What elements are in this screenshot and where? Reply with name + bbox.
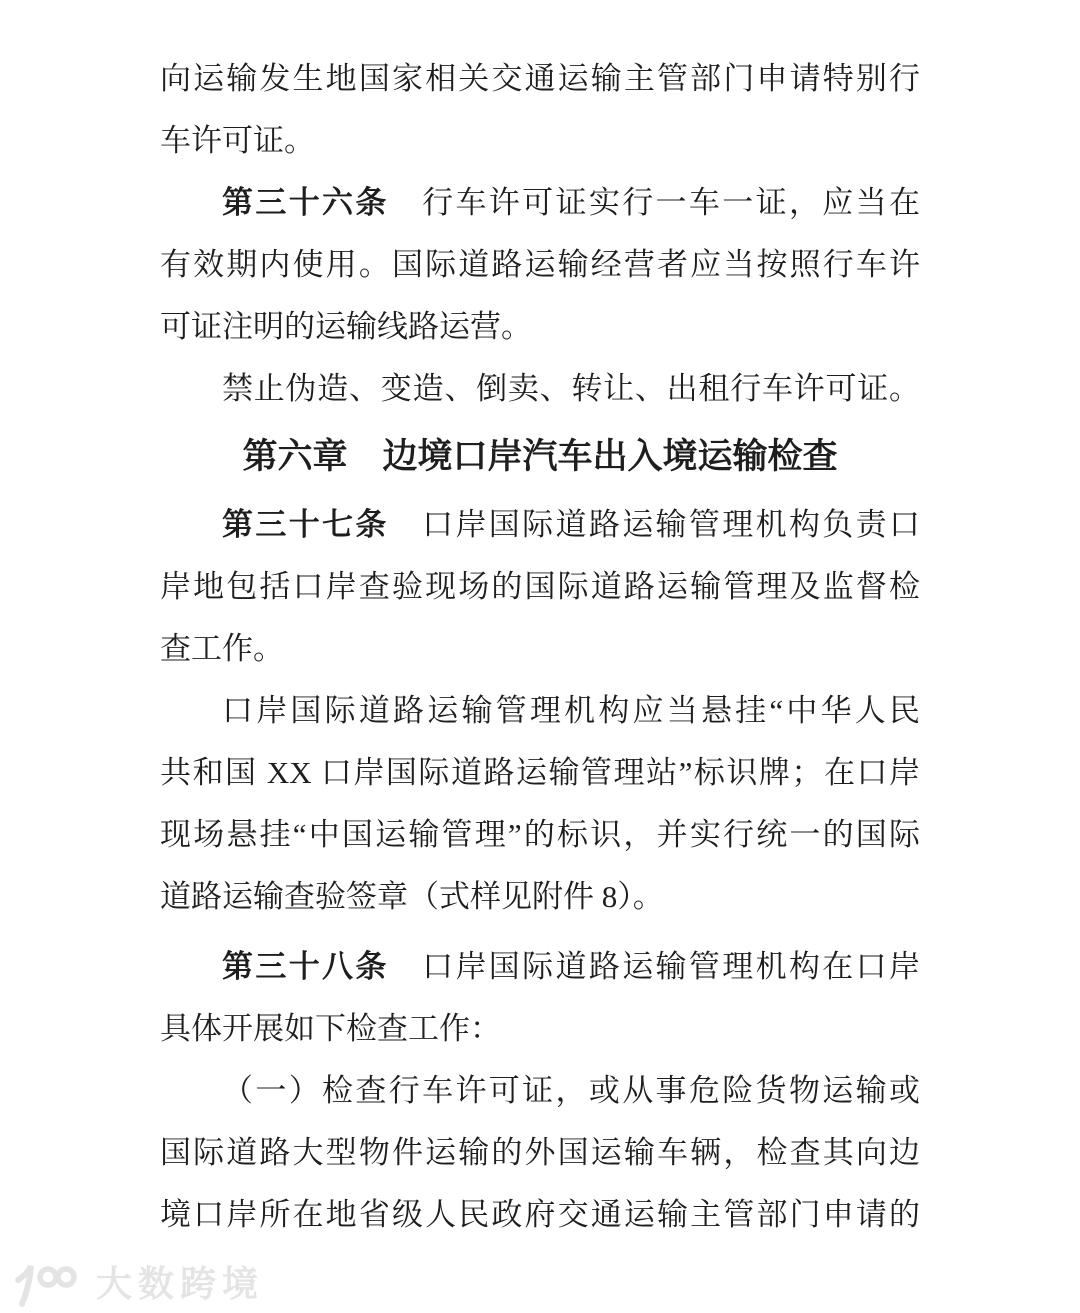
text-line: [160, 804, 920, 866]
text-line: [160, 48, 920, 110]
text-segment: 岸地包括口岸查验现场的国际道路运输管理及监督检: [160, 569, 920, 604]
text-line: [160, 296, 920, 358]
bold-term: 第六章 边境口岸汽车出入境运输检查: [242, 437, 838, 476]
bold-term: 第三十七条: [222, 507, 389, 542]
text-line: [160, 234, 920, 296]
text-segment: 行车许可证实行一车一证，应当在: [388, 185, 920, 220]
text-line: [160, 618, 920, 680]
para-article-38: [160, 936, 920, 1060]
text-line: [160, 172, 920, 234]
para-article-36: [160, 172, 920, 358]
para-continuation: [160, 48, 920, 172]
text-line: [160, 742, 920, 804]
text-segment: 现场悬挂“中国运输管理”的标识，并实行统一的国际: [160, 817, 920, 852]
text-segment: 口岸国际道路运输管理机构在口岸: [388, 949, 920, 984]
para-article-37: [160, 494, 920, 680]
text-line: [160, 1060, 920, 1122]
text-segment: 口岸国际道路运输管理机构负责口: [388, 507, 920, 542]
watermark-text: 大数跨境: [96, 1263, 265, 1304]
text-segment: 共和国 XX 口岸国际道路运输管理站”标识牌；在口岸: [160, 755, 920, 790]
text-segment: 具体开展如下检查工作：: [160, 1011, 501, 1046]
text-segment: 查工作。: [160, 631, 284, 666]
text-segment: 禁止伪造、变造、倒卖、转让、出租行车许可证。: [222, 371, 920, 406]
text-line: [160, 998, 920, 1060]
text-segment: 道路运输查验签章（式样见附件 8）。: [160, 879, 664, 914]
text-line: [160, 866, 920, 928]
text-segment: 车许可证。: [160, 123, 315, 158]
text-line: [160, 936, 920, 998]
bold-term: 第三十八条: [222, 949, 389, 984]
watermark: [14, 1262, 264, 1308]
text-line: [160, 110, 920, 172]
text-line: [160, 426, 920, 488]
text-segment: 有效期内使用。国际道路运输经营者应当按照行车许: [160, 247, 920, 282]
chapter-6-heading: [160, 426, 920, 488]
text-segment: （一）检查行车许可证，或从事危险货物运输或: [222, 1073, 920, 1108]
text-segment: 国际道路大型物件运输的外国运输车辆，检查其向边: [160, 1135, 920, 1170]
bold-term: 第三十六条: [222, 185, 389, 220]
text-segment: 口岸国际道路运输管理机构应当悬挂“中华人民: [222, 693, 920, 728]
text-segment: 向运输发生地国家相关交通运输主管部门申请特别行: [160, 61, 920, 96]
text-line: [160, 1122, 920, 1184]
watermark-100-logo-icon: [14, 1264, 84, 1308]
text-line: [160, 556, 920, 618]
para-signage: [160, 680, 920, 928]
para-item-1: [160, 1060, 920, 1246]
text-line: [160, 1184, 920, 1246]
text-segment: 可证注明的运输线路运营。: [160, 309, 532, 344]
para-prohibition: [160, 358, 920, 420]
text-segment: 境口岸所在地省级人民政府交通运输主管部门申请的: [160, 1197, 920, 1232]
text-line: [160, 494, 920, 556]
text-line: [160, 680, 920, 742]
text-line: [160, 358, 920, 420]
